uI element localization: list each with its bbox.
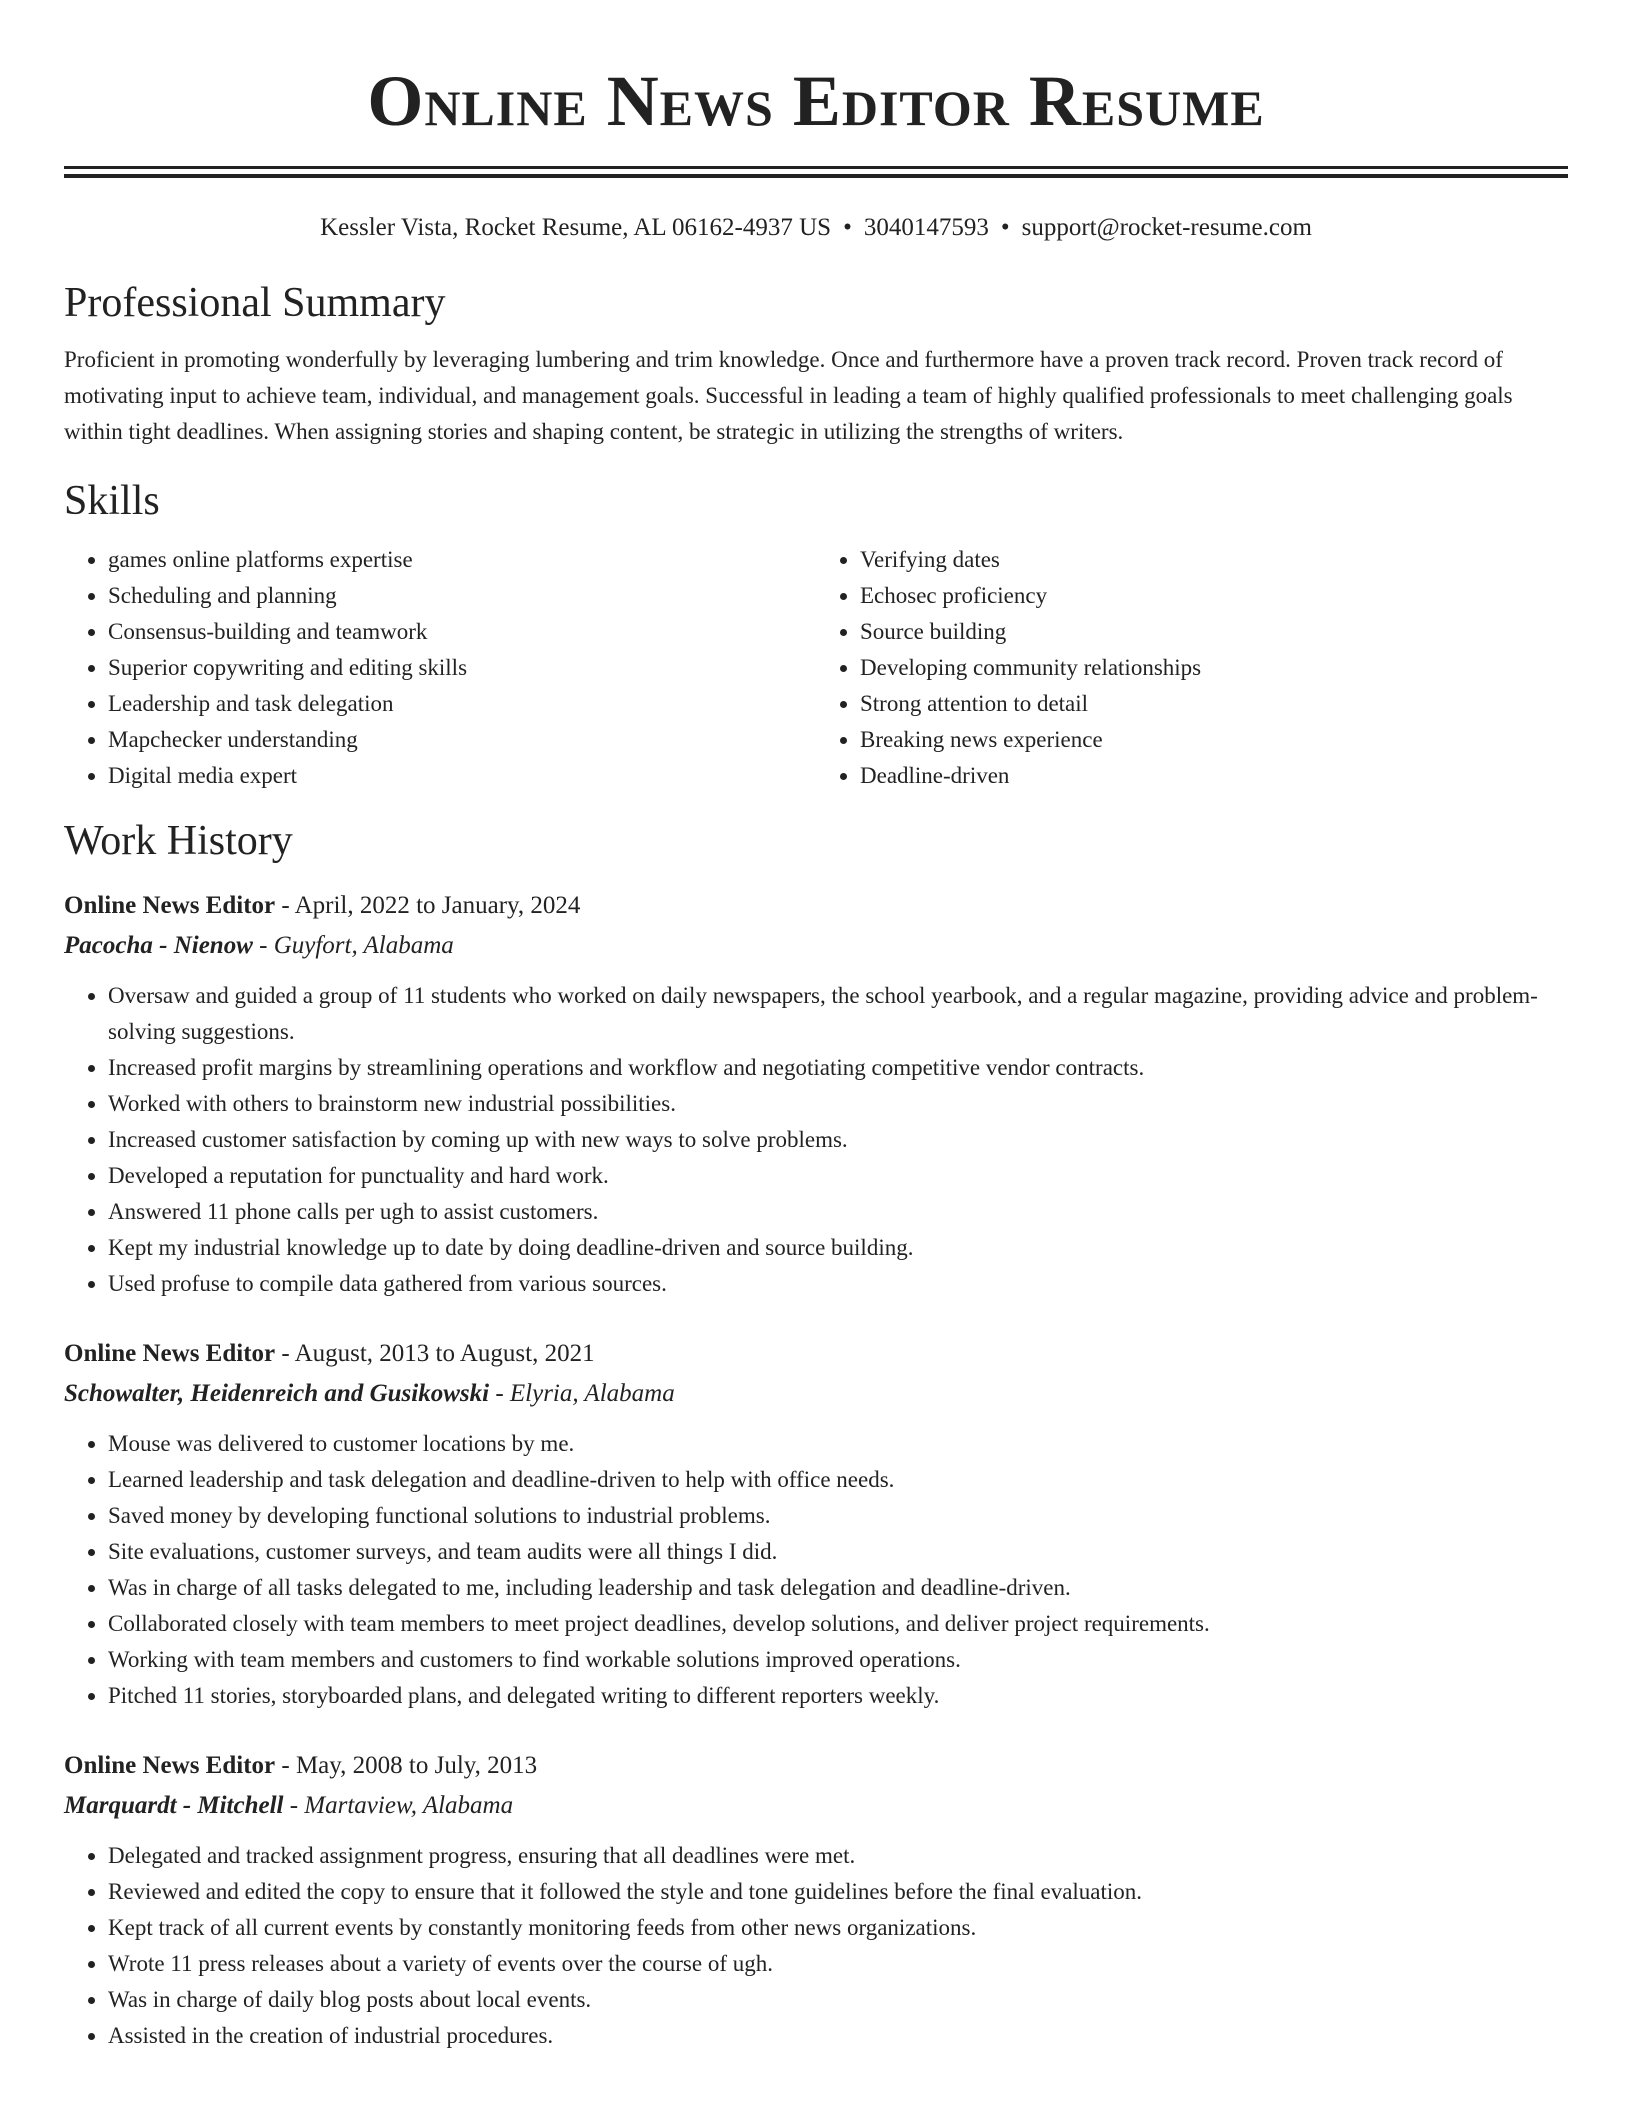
job-title-line — [64, 888, 1568, 924]
job-bullet: • Increased profit margins by streamlining operations and workflow and negotiating competitive vendor contracts. — [108, 1050, 1568, 1086]
job-entry — [64, 1748, 1568, 2054]
skill-item: • Developing community relationships — [860, 650, 1568, 686]
job-dates: - April, 2022 to January, 2024 — [275, 892, 581, 919]
company-name: Schowalter, Heidenreich and Gusikowski — [64, 1380, 490, 1407]
job-bullet: • Kept my industrial knowledge up to date by doing deadline-driven and source building. — [108, 1230, 1568, 1266]
job-bullet: • Delegated and tracked assignment progress, ensuring that all deadlines were met. — [108, 1838, 1568, 1874]
contact-separator: • — [843, 214, 852, 241]
contact-separator: • — [1000, 214, 1010, 241]
company-name: Pacocha - Nienow — [64, 932, 253, 959]
skill-item: • Digital media expert — [108, 758, 816, 794]
company-line — [64, 1376, 1568, 1412]
skill-item: • Echosec proficiency — [860, 578, 1568, 614]
job-dates: - August, 2013 to August, 2021 — [275, 1340, 595, 1367]
job-bullet: • Increased customer satisfaction by coming up with new ways to solve problems. — [108, 1122, 1568, 1158]
job-bullet: • Pitched 11 stories, storyboarded plans, and delegated writing to different reporters weekly. — [108, 1678, 1568, 1714]
job-title: Online News Editor — [64, 1752, 276, 1779]
skill-item: • Scheduling and planning — [108, 578, 816, 614]
job-bullets — [64, 1838, 1568, 2054]
job-bullet: • Saved money by developing functional solutions to industrial problems. — [108, 1498, 1568, 1534]
job-title-line — [64, 1336, 1568, 1372]
skill-item: • Consensus-building and teamwork — [108, 614, 816, 650]
skill-item: • Breaking news experience — [860, 722, 1568, 758]
job-bullet: • Site evaluations, customer surveys, and team audits were all things I did. — [108, 1534, 1568, 1570]
job-bullet: • Worked with others to brainstorm new industrial possibilities. — [108, 1086, 1568, 1122]
job-location: - Guyfort, Alabama — [252, 932, 454, 959]
job-bullet: • Mouse was delivered to customer locations by me. — [108, 1426, 1568, 1462]
skill-item: • Leadership and task delegation — [108, 686, 816, 722]
company-name: Marquardt - Mitchell — [64, 1792, 284, 1819]
skills-heading: Skills — [64, 478, 160, 524]
skills-list — [64, 542, 1568, 794]
job-location: - Elyria, Alabama — [489, 1380, 675, 1407]
job-entry — [64, 888, 1568, 1302]
skills-column-right — [816, 542, 1568, 794]
job-title: Online News Editor — [64, 892, 276, 919]
skill-item: • Deadline-driven — [860, 758, 1568, 794]
job-bullet: • Developed a reputation for punctuality and hard work. — [108, 1158, 1568, 1194]
company-line — [64, 928, 1568, 964]
job-entry — [64, 1336, 1568, 1714]
job-bullet: • Reviewed and edited the copy to ensure that it followed the style and tone guidelines before the final evaluation. — [108, 1874, 1568, 1910]
title-divider-top — [64, 166, 1568, 169]
job-bullet: • Answered 11 phone calls per ugh to assist customers. — [108, 1194, 1568, 1230]
contact-phone: 3040147593 — [863, 214, 989, 241]
job-title-line — [64, 1748, 1568, 1784]
skill-item: • Superior copywriting and editing skills — [108, 650, 816, 686]
skills-column-left — [64, 542, 816, 794]
job-dates: - May, 2008 to July, 2013 — [275, 1752, 538, 1779]
contact-address: Kessler Vista, Rocket Resume, AL 06162-4937 US — [320, 214, 832, 241]
job-bullet: • Kept track of all current events by constantly monitoring feeds from other news organizations. — [108, 1910, 1568, 1946]
skill-item: • Verifying dates — [860, 542, 1568, 578]
summary-text: Proficient in promoting wonderfully by leveraging lumbering and trim knowledge. Once and furthermore have a proven track record. Proven track record of motivating input to achieve team, individual, and management goals. Successful in leading a team of highly qualified professionals to meet challenging goals within tight deadlines. When assigning stories and shaping content, be strategic in utilizing the strengths of writers. — [64, 347, 1513, 444]
work-history-heading: Work History — [64, 818, 293, 864]
resume-title: Online News Editor Resume — [367, 61, 1265, 141]
job-title: Online News Editor — [64, 1340, 276, 1367]
job-bullet: • Oversaw and guided a group of 11 students who worked on daily newspapers, the school yearbook, and a regular magazine, providing advice and problem-solving suggestions. — [108, 978, 1568, 1050]
skill-item: • Strong attention to detail — [860, 686, 1568, 722]
job-bullet: • Wrote 11 press releases about a variety of events over the course of ugh. — [108, 1946, 1568, 1982]
job-bullet: • Was in charge of all tasks delegated to me, including leadership and task delegation and deadline-driven. — [108, 1570, 1568, 1606]
job-bullet: • Assisted in the creation of industrial procedures. — [108, 2018, 1568, 2054]
contact-line — [64, 212, 1568, 244]
job-bullet: • Was in charge of daily blog posts about local events. — [108, 1982, 1568, 2018]
skill-item: • Source building — [860, 614, 1568, 650]
resume-page — [64, 0, 1568, 2054]
skill-item: • Mapchecker understanding — [108, 722, 816, 758]
title-divider-bottom — [64, 174, 1568, 178]
job-bullet: • Collaborated closely with team members to meet project deadlines, develop solutions, and deliver project requirements. — [108, 1606, 1568, 1642]
job-location: - Martaview, Alabama — [283, 1792, 514, 1819]
summary-heading: Professional Summary — [64, 280, 446, 326]
skill-item: • games online platforms expertise — [108, 542, 816, 578]
job-bullet: • Working with team members and customers to find workable solutions improved operations. — [108, 1642, 1568, 1678]
job-bullet: • Learned leadership and task delegation and deadline-driven to help with office needs. — [108, 1462, 1568, 1498]
company-line — [64, 1788, 1568, 1824]
job-bullet: • Used profuse to compile data gathered from various sources. — [108, 1266, 1568, 1302]
job-bullets — [64, 1426, 1568, 1714]
contact-email: support@rocket-resume.com — [1021, 214, 1312, 241]
job-bullets — [64, 978, 1568, 1302]
